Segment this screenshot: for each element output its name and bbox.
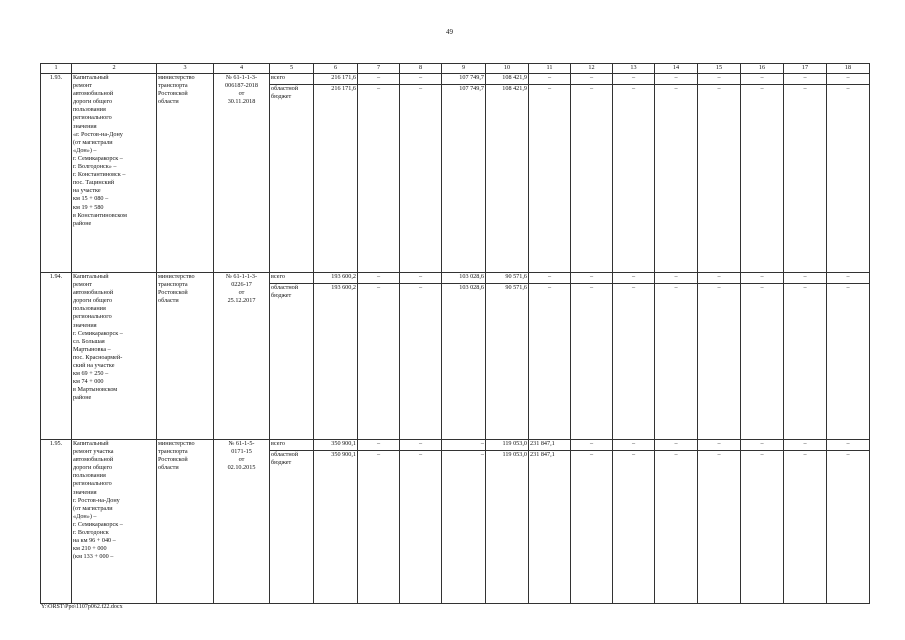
amount-col-13 <box>613 74 655 273</box>
object-name-line: автомобильной <box>73 90 114 98</box>
amount-value: – <box>803 440 807 447</box>
funding-source-line: областной <box>271 85 299 92</box>
amount-col-6 <box>314 273 358 440</box>
amount-col-10 <box>486 74 529 273</box>
amount-value: 119 053,0 <box>486 450 528 461</box>
amount-value: 216 171,6 <box>314 84 357 95</box>
amount-value: 350 900,1 <box>314 450 357 461</box>
amount-col-13 <box>613 273 655 440</box>
amount-col-8 <box>400 74 442 273</box>
amount-value: – <box>827 84 869 95</box>
amount-value: – <box>674 273 678 280</box>
object-name-line: регионального <box>73 480 112 488</box>
object-name-line: значения <box>73 488 97 496</box>
object-name-line: автомобильной <box>73 289 114 297</box>
funding-source-line: всего <box>271 74 285 81</box>
amount-col-10 <box>486 440 529 604</box>
object-name-line: Мартыновка – <box>73 345 111 353</box>
amount-value: – <box>613 84 654 95</box>
amount-value: – <box>358 450 399 461</box>
object-name-line: км 69 + 250 – <box>73 370 109 378</box>
amount-value: – <box>846 440 850 447</box>
column-number-10: 10 <box>486 64 529 74</box>
funding-source-line: бюджет <box>271 459 292 467</box>
object-name-line: на км 96 + 040 – <box>73 537 116 545</box>
amount-value: – <box>717 74 721 81</box>
expertise-doc-line: 25.12.2017 <box>227 297 256 305</box>
object-name-line: (км 133 + 000 – <box>73 553 114 561</box>
amount-value: – <box>655 84 697 95</box>
amount-value: – <box>741 450 783 461</box>
funding-source-line: бюджет <box>271 93 292 101</box>
page-number: 49 <box>446 28 453 36</box>
expertise-doc-line: 30.11.2018 <box>227 98 256 106</box>
column-number-8: 8 <box>400 64 442 74</box>
customer-line: Ростовской <box>158 90 188 98</box>
amount-value: – <box>571 450 612 461</box>
amount-value: – <box>827 450 869 461</box>
amount-value: – <box>803 273 807 280</box>
amount-col-16 <box>741 74 784 273</box>
amount-value: – <box>400 84 441 95</box>
amount-value: – <box>717 273 721 280</box>
column-number-4: 4 <box>214 64 270 74</box>
expertise-doc-line: 02.10.2015 <box>227 464 256 472</box>
expertise-doc <box>214 74 270 273</box>
amount-value: – <box>803 74 807 81</box>
expertise-doc-line: 006187-2018 <box>225 82 258 90</box>
amount-col-10 <box>486 273 529 440</box>
object-name-line: «Дон») – <box>73 146 97 154</box>
amount-col-15 <box>698 74 741 273</box>
amount-value: – <box>674 440 678 447</box>
object-name-line: пользования <box>73 472 106 480</box>
amount-col-6 <box>314 74 358 273</box>
object-name-line: км 15 + 080 – <box>73 195 109 203</box>
object-name-line: г. Константиновск – <box>73 171 126 179</box>
funding-source-entry <box>271 440 312 450</box>
object-name-line: г. Семикаракорск – <box>73 520 123 528</box>
object-name-line: дороги общего <box>73 98 113 106</box>
funding-source-line: областной <box>271 284 299 291</box>
funding-source <box>270 273 314 440</box>
customer-line: министерство <box>158 440 195 447</box>
amount-value: – <box>784 450 826 461</box>
funding-source-line: областной <box>271 451 299 458</box>
object-name-line: на участке <box>73 187 101 195</box>
object-name-line: г. Семикаракорск – <box>73 154 123 162</box>
amount-col-12 <box>571 74 613 273</box>
row-number-text: 1.95. <box>49 440 63 447</box>
object-name-line: ремонт <box>73 82 92 90</box>
object-name-line: «г. Ростов-на-Дону <box>73 130 123 138</box>
amount-col-7 <box>358 273 400 440</box>
amount-value: – <box>547 74 552 81</box>
column-number-2: 2 <box>72 64 157 74</box>
customer-line: Ростовской <box>158 289 188 297</box>
row-number <box>41 74 72 273</box>
object-name-line: в Константиновском <box>73 211 127 219</box>
amount-value: – <box>358 84 399 95</box>
object-name-line: г. Волгодонск <box>73 529 109 537</box>
object-name-line: районе <box>73 394 92 402</box>
amount-value: 216 171,6 <box>331 74 356 81</box>
amount-value: – <box>674 74 678 81</box>
funding-source-entry <box>270 450 313 467</box>
object-name-line: автомобильной <box>73 456 114 464</box>
amount-value: – <box>698 84 740 95</box>
customer <box>157 273 214 440</box>
amount-value: – <box>571 283 612 294</box>
column-number-15: 15 <box>698 64 741 74</box>
amount-value: – <box>631 440 636 447</box>
file-path-footer: Y:\ORST\Ppo\1107p062.f22.docx <box>41 604 123 610</box>
object-name-line: Капитальный <box>73 74 109 81</box>
column-number-14: 14 <box>655 64 698 74</box>
object-name-line: Капитальный <box>73 273 109 280</box>
object-name-line: пос. Тацинский <box>73 179 115 187</box>
expertise-doc-line: от <box>238 456 245 464</box>
amount-value: 103 028,6 <box>442 283 485 294</box>
customer-line: транспорта <box>158 82 188 90</box>
amount-col-12 <box>571 440 613 604</box>
object-name-line: регионального <box>73 114 112 122</box>
funding-source <box>270 440 314 604</box>
amount-value: – <box>571 84 612 95</box>
amount-col-17 <box>784 273 827 440</box>
amount-value: – <box>784 84 826 95</box>
amount-value: – <box>613 283 654 294</box>
amount-value: 108 421,9 <box>486 84 528 95</box>
expertise-doc-line: 0171-15 <box>231 448 252 456</box>
expertise-doc-line: 0226-17 <box>231 281 252 289</box>
row-number <box>41 440 72 604</box>
amount-value: – <box>376 273 381 280</box>
amount-col-14 <box>655 273 698 440</box>
amount-value: – <box>589 74 594 81</box>
amount-value: 231 847,1 <box>529 450 570 461</box>
funding-source <box>270 74 314 273</box>
object-name-line: г. Волгодонск» – <box>73 163 117 171</box>
amount-col-16 <box>741 440 784 604</box>
customer-line: транспорта <box>158 281 188 289</box>
amount-value: 107 749,7 <box>442 84 485 95</box>
object-name-line: районе <box>73 219 92 227</box>
amount-value: – <box>400 450 441 461</box>
expertise-doc <box>214 440 270 604</box>
amount-col-9 <box>442 273 486 440</box>
customer <box>157 74 214 273</box>
column-number-12: 12 <box>571 64 613 74</box>
amount-value: – <box>760 440 764 447</box>
amount-value: – <box>846 74 850 81</box>
object-name-line: км 210 + 000 <box>73 545 107 553</box>
amount-value: 103 028,6 <box>459 273 484 280</box>
row-number-text: 1.93. <box>49 74 63 81</box>
amount-value: 193 600,2 <box>314 283 357 294</box>
funding-source-entry <box>270 84 313 101</box>
amount-col-6 <box>314 440 358 604</box>
customer-line: области <box>158 464 179 472</box>
amount-value: 90 571,6 <box>486 283 528 294</box>
amount-col-8 <box>400 273 442 440</box>
table-row <box>41 74 870 273</box>
object-name-line: значения <box>73 122 97 130</box>
column-number-3: 3 <box>157 64 214 74</box>
amount-value: – <box>529 283 570 294</box>
amount-value: – <box>418 74 423 81</box>
amount-col-9 <box>442 440 486 604</box>
column-number-13: 13 <box>613 64 655 74</box>
expertise-doc-line: от <box>238 90 245 98</box>
amount-value: – <box>784 283 826 294</box>
amount-value: – <box>698 450 740 461</box>
amount-col-8 <box>400 440 442 604</box>
amount-value: – <box>418 440 423 447</box>
amount-col-18 <box>827 273 870 440</box>
customer-line: министерство <box>158 74 195 81</box>
amount-value: – <box>358 283 399 294</box>
amount-value: 108 421,9 <box>502 74 527 81</box>
column-number-17: 17 <box>784 64 827 74</box>
row-number-text: 1.94. <box>49 273 63 280</box>
object-name-line: г. Ростов-на-Дону <box>73 496 120 504</box>
object-name-line: пользования <box>73 305 106 313</box>
amount-value: – <box>741 84 783 95</box>
amount-value: – <box>698 283 740 294</box>
amount-value: – <box>589 273 594 280</box>
object-name-line: Капитальный <box>73 440 109 447</box>
funding-source-line: всего <box>271 440 285 447</box>
customer-line: транспорта <box>158 448 188 456</box>
amount-value: – <box>547 273 552 280</box>
object-name-line: (от магистрали <box>73 504 113 512</box>
funding-source-entry <box>270 283 313 300</box>
customer-line: Ростовской <box>158 456 188 464</box>
amount-value: 119 053,0 <box>502 440 527 447</box>
amount-value: 350 900,1 <box>331 440 356 447</box>
column-number-18: 18 <box>827 64 870 74</box>
amount-value: 231 847,1 <box>530 440 555 447</box>
amount-value: – <box>376 440 381 447</box>
object-name-line: «Дон») – <box>73 512 97 520</box>
funding-source-line: бюджет <box>271 292 292 300</box>
amount-value: 90 571,6 <box>505 273 527 280</box>
amount-col-7 <box>358 440 400 604</box>
expertise-doc-line: от <box>238 289 245 297</box>
amount-value: – <box>400 283 441 294</box>
column-number-11: 11 <box>529 64 571 74</box>
amount-col-16 <box>741 273 784 440</box>
object-name-line: в Мартыновском <box>73 386 118 394</box>
amount-col-13 <box>613 440 655 604</box>
amount-col-15 <box>698 440 741 604</box>
column-number-1: 1 <box>41 64 72 74</box>
amount-value: – <box>418 273 423 280</box>
object-name <box>72 74 157 273</box>
amount-value: – <box>376 74 381 81</box>
customer-line: области <box>158 98 179 106</box>
object-name-line: ский на участке <box>73 362 115 370</box>
object-name-line: значения <box>73 321 97 329</box>
amount-value: – <box>655 450 697 461</box>
object-name-line: пользования <box>73 106 106 114</box>
amount-value: – <box>827 283 869 294</box>
amount-value: – <box>589 440 594 447</box>
amount-value: – <box>631 273 636 280</box>
amount-col-18 <box>827 440 870 604</box>
column-number-6: 6 <box>314 64 358 74</box>
amount-col-11 <box>529 440 571 604</box>
row-number <box>41 273 72 440</box>
amount-col-11 <box>529 74 571 273</box>
funding-source-entry <box>271 74 312 84</box>
amount-col-17 <box>784 74 827 273</box>
expertise-doc <box>214 273 270 440</box>
object-name-line: ремонт участка <box>73 448 114 456</box>
amount-col-15 <box>698 273 741 440</box>
table-row <box>41 440 870 604</box>
amount-value: – <box>760 74 764 81</box>
customer-line: области <box>158 297 179 305</box>
amount-value: 107 749,7 <box>459 74 484 81</box>
object-name-line: км 19 + 580 <box>73 203 104 211</box>
column-number-9: 9 <box>442 64 486 74</box>
amount-col-9 <box>442 74 486 273</box>
object-name-line: сл. Большая <box>73 337 105 345</box>
object-name-line: г. Семикаракорск – <box>73 329 123 337</box>
table-row <box>41 273 870 440</box>
amount-col-7 <box>358 74 400 273</box>
object-name-line: пос. Красноармей- <box>73 353 123 361</box>
column-number-7: 7 <box>358 64 400 74</box>
amount-col-17 <box>784 440 827 604</box>
amount-col-14 <box>655 74 698 273</box>
column-number-row <box>41 64 870 74</box>
object-name <box>72 440 157 604</box>
amount-value: – <box>717 440 721 447</box>
object-name-line: дороги общего <box>73 297 113 305</box>
expertise-doc-line: № 61-1-1-3- <box>225 74 258 81</box>
amount-value: – <box>655 283 697 294</box>
amount-value: – <box>760 273 764 280</box>
amount-value: 193 600,2 <box>331 273 356 280</box>
amount-value: – <box>741 283 783 294</box>
customer <box>157 440 214 604</box>
funding-source-entry <box>271 273 312 283</box>
expertise-doc-line: № 61-1-5- <box>228 440 255 447</box>
amount-value: – <box>846 273 850 280</box>
object-name-line: регионального <box>73 313 112 321</box>
object-name-line: ремонт <box>73 281 92 289</box>
amount-col-12 <box>571 273 613 440</box>
amount-value: – <box>442 450 485 461</box>
amount-col-11 <box>529 273 571 440</box>
column-number-5: 5 <box>270 64 314 74</box>
column-number-16: 16 <box>741 64 784 74</box>
object-name-line: дороги общего <box>73 464 113 472</box>
object-name-line: (от магистрали <box>73 138 113 146</box>
object-name-line: км 74 + 000 <box>73 378 104 386</box>
amount-col-14 <box>655 440 698 604</box>
customer-line: министерство <box>158 273 195 280</box>
amount-value: – <box>480 440 484 447</box>
funding-source-line: всего <box>271 273 285 280</box>
financing-table <box>40 63 870 604</box>
object-name <box>72 273 157 440</box>
expertise-doc-line: № 61-1-1-3- <box>225 273 258 280</box>
amount-value: – <box>529 84 570 95</box>
amount-col-18 <box>827 74 870 273</box>
amount-value: – <box>613 450 654 461</box>
amount-value: – <box>631 74 636 81</box>
